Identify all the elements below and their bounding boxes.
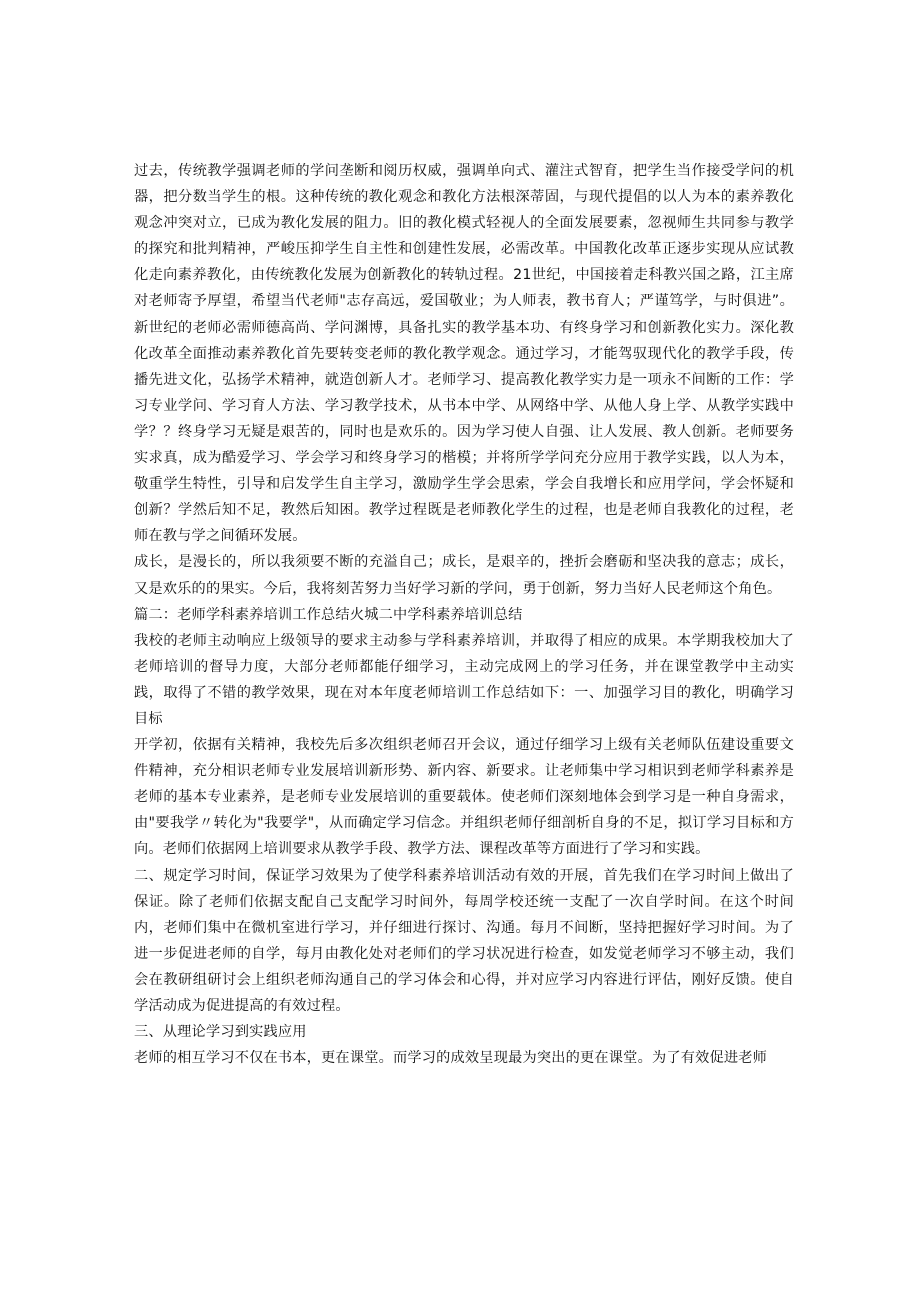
body-paragraph-5: 二、规定学习时间，保证学习效果为了使学科素养培训活动有效的开展，首先我们在学习时间上做出了保证。除了老师们依据支配自己支配学习时间外，每周学校还统一支配了一次自学时间。在这个时间内，老师们集中在微机室进行学习，并仔细进行探讨、沟通。每月不间断，坚持把握好学习时间。为了进一步促进老师的自学，每月由教化处对老师们的学习状况进行检查，如发觉老师学习不够主动，我们会在教研组研讨会上组织老师沟通自己的学习体会和心得，并对应学习内容进行评估，刚好反馈。使自学活动成为促进提高的有效过程。 bbox=[134, 867, 794, 1014]
body-paragraph-1: 过去，传统教学强调老师的学问垄断和阅历权威，强调单向式、灌注式智育，把学生当作接受学问的机器，把分数当学生的根。这种传统的教化观念和教化方法根深蒂固，与现代提倡的以人为本的素养教化观念冲突对立，已成为教化发展的阻力。旧的教化模式轻视人的全面发展要素，忽视师生共同参与教学的探究和批判精神，严峻压抑学生自主性和创建性发展，必需改革。中国教化改革正逐步实现从应试教化走向素养教化，由传统教化发展为创新教化的转轨过程。21世纪，中国接着走科教兴国之路，江主席对老师寄予厚望，希望当代老师"志存高远，爱国敬业；为人师表，教书育人；严谨笃学，与时俱进”。新世纪的老师必需师德高尚、学问渊博，具备扎实的教学基本功、有终身学习和创新教化实力。深化教化改革全面推动素养教化首先要转变老师的教化教学观念。通过学习，才能驾驭现代化的教学手段，传播先进文化，弘扬学术精神，就造创新人才。老师学习、提高教化教学实力是一项永不间断的工作：学习专业学问、学习育人方法、学习教学技术，从书本中学、从网络中学、从他人身上学、从教学实践中学？？终身学习无疑是艰苦的，同时也是欢乐的。因为学习使人自强、让人发展、教人创新。老师要务实求真，成为酷爱学习、学会学习和终身学习的楷模；并将所学学问充分应用于教学实践，以人为本，敬重学生特性，引导和启发学生自主学习，激励学生学会思索，学会自我增长和应用学问，学会怀疑和创新？学然后知不足，教然后知困。教学过程既是老师教化学生的过程，也是老师自我教化的过程，老师在教与学之间循环发展。 bbox=[134, 163, 794, 545]
body-paragraph-3: 我校的老师主动响应上级领导的要求主动参与学科素养培训，并取得了相应的成果。本学期我校加大了老师培训的督导力度，大部分老师都能仔细学习，主动完成网上的学习任务，并在课堂教学中主动实践，取得了不错的教学效果，现在对本年度老师培训工作总结如下：一、加强学习目的教化，明确学习目标 bbox=[134, 632, 794, 727]
section-heading-three: 三、从理论学习到实践应用 bbox=[134, 1024, 307, 1041]
document-body bbox=[134, 158, 794, 1071]
body-paragraph-2: 成长，是漫长的，所以我须要不断的充溢自己；成长，是艰辛的，挫折会磨砺和坚决我的意志；成长，又是欢乐的的果实。今后，我将刻苦努力当好学习新的学问，勇于创新，努力当好人民老师这个角色。 bbox=[134, 554, 794, 597]
section-heading-article-two: 篇二：老师学科素养培训工作总结火城二中学科素养培训总结 bbox=[134, 606, 523, 623]
body-paragraph-4: 开学初，依据有关精神，我校先后多次组织老师召开会议，通过仔细学习上级有关老师队伍建设重要文件精神，充分相识老师专业发展培训新形势、新内容、新要求。让老师集中学习相识到老师学科素养是老师的基本专业素养，是老师专业发展培训的重要载体。使老师们深刻地体会到学习是一种自身需求，由"要我学〃转化为"我要学"，从而确定学习信念。并组织老师仔细剖析自身的不足，拟订学习目标和方向。老师们依据网上培训要求从教学手段、教学方法、课程改革等方面进行了学习和实践。 bbox=[134, 737, 794, 858]
body-paragraph-6: 老师的相互学习不仅在书本，更在课堂。而学习的成效呈现最为突出的更在课堂。为了有效促进老师 bbox=[134, 1050, 768, 1067]
